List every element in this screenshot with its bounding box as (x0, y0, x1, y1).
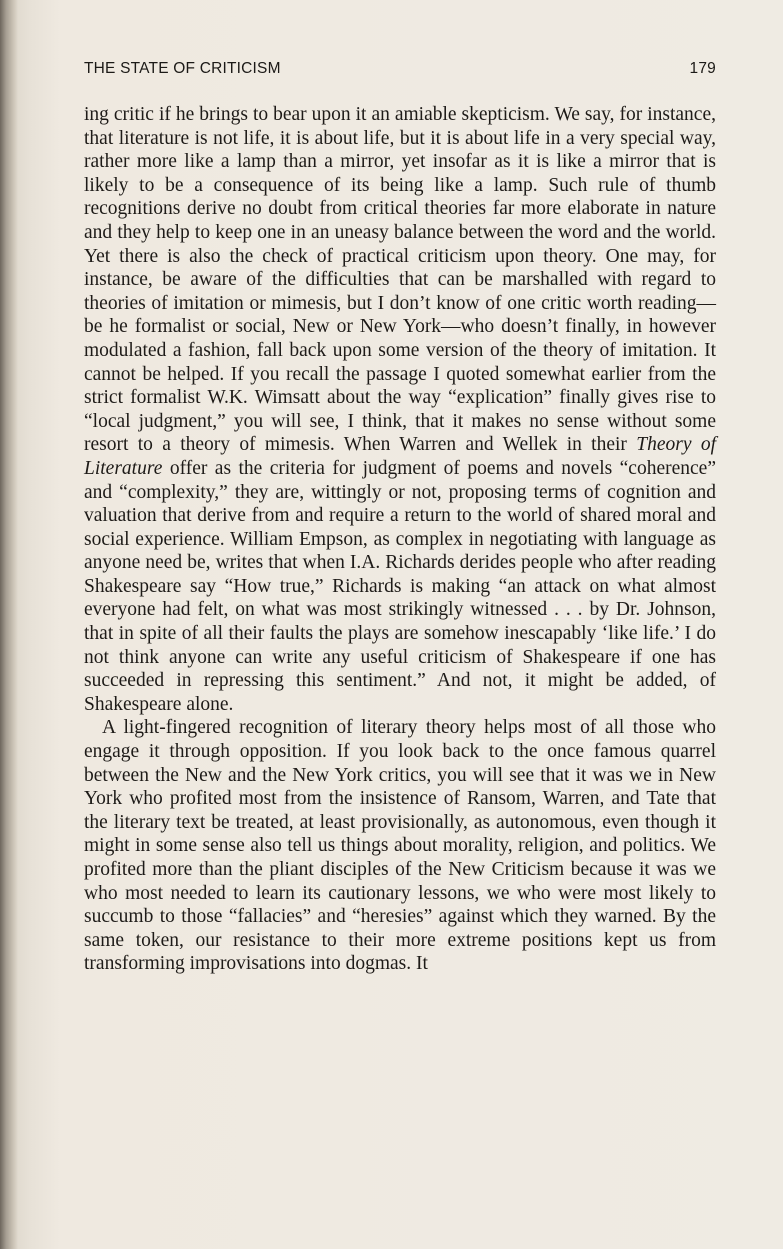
body-text (84, 103, 716, 976)
paragraph-2: A light-fingered recognition of literary theory helps most of all those who engage it through opposition. If you look back to the once famous quarrel between the New and the New York critics, you will see that it was we in New York who profited most from the insistence of Ransom, Warren, and Tate that the literary text be treated, at least provisionally, as autonomous, even though it might in some sense also tell us things about morality, religion, and politics. We profited more than the pliant disciples of the New Criticism because it was we who most needed to learn its cautionary lessons, we who were most likely to succumb to those “fallacies” and “heresies” against which they warned. By the same token, our resistance to their more extreme positions kept us from transforming improvisations into dogmas. It (84, 717, 716, 975)
book-binding-edge (0, 0, 18, 1249)
paragraph-1 (84, 103, 716, 716)
paragraph-1-text-b: offer as the criteria for judgment of poems and novels “coherence” and “complexity,” they are, wittingly or not, proposing terms of cognition and valuation that derive from and require a return to the world of shared moral and social experience. William Empson, as complex in negotiating with language as anyone need be, writes that when I.A. Richards derides people who after reading Shakespeare say “How true,” Richards is making “an attack on what almost everyone had felt, on what was most strikingly witnessed . . . by Dr. Johnson, that in spite of all their faults the plays are somehow inescapably ‘like life.’ I do not think anyone can write any useful criticism of Shakespeare if one has succeeded in repressing this sentiment.” And not, it might be added, of Shakespeare alone. (84, 457, 716, 715)
paragraph-1-text-a: ing critic if he brings to bear upon it an amiable skepticism. We say, for instance, that literature is not life, it is about life, but it is about life in a very special way, rather more like a lamp than a mirror, yet insofar as it is like a mirror that is likely to be a consequence of its being like a lamp. Such rule of thumb recognitions derive no doubt from critical theories far more elaborate in nature and they help to keep one in an uneasy balance between the word and the world. Yet there is also the check of practical criticism upon theory. One may, for instance, be aware of the difficulties that can be marshalled with regard to theories of imitation or mimesis, but I don’t know of one critic worth reading—be he formalist or social, New or New York—who doesn’t finally, in however modulated a fashion, fall back upon some version of the theory of imitation. It cannot be helped. If you recall the passage I quoted somewhat earlier from the strict formalist W.K. Wimsatt about the way “explication” finally gives rise to “local judgment,” you will see, I think, that it makes no sense without some resort to a theory of mimesis. When Warren and Wellek in their (84, 104, 716, 456)
page-header (84, 60, 716, 84)
page-number: 179 (689, 60, 716, 77)
running-head: THE STATE OF CRITICISM (84, 60, 281, 77)
book-title-italic: Theory of Literature (84, 434, 716, 479)
